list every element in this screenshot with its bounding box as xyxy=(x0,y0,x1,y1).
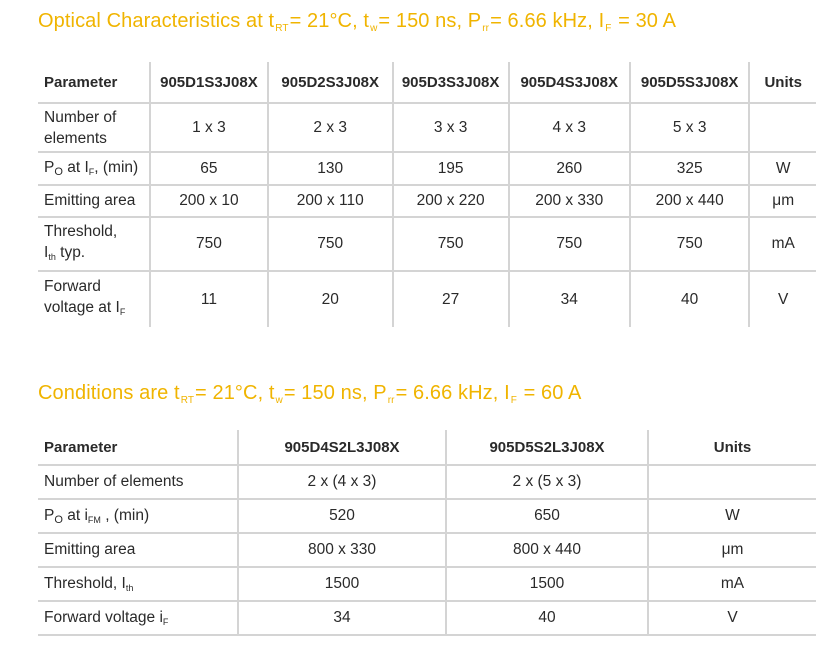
row-label: Number of elements xyxy=(38,465,238,499)
row-label: PO at iFM , (min) xyxy=(38,499,238,533)
row-label: Emitting area xyxy=(38,533,238,567)
column-header: 905D1S3J08X xyxy=(150,62,268,103)
column-header: 905D2S3J08X xyxy=(268,62,393,103)
unit-cell: W xyxy=(749,152,816,185)
row-label: Threshold, Ith typ. xyxy=(38,217,150,271)
table-cell: 800 x 330 xyxy=(238,533,446,567)
table-row xyxy=(38,533,816,567)
column-header: Units xyxy=(648,430,816,465)
conditions-table xyxy=(38,430,816,636)
table-cell: 65 xyxy=(150,152,268,185)
table-cell: 325 xyxy=(630,152,750,185)
table-cell: 5 x 3 xyxy=(630,103,750,152)
conditions-heading: Conditions are $t_{RT}= 21^\circ C$, $t_w= 150$ ns, $P_{rr}= 6.66$ kHz, $I_F = 60$ A xyxy=(38,382,582,406)
table-row xyxy=(38,465,816,499)
table-cell: 750 xyxy=(268,217,393,271)
table-cell: 27 xyxy=(393,271,509,327)
unit-cell: mA xyxy=(648,567,816,601)
table-row xyxy=(38,499,816,533)
table-cell: 34 xyxy=(509,271,630,327)
table-row xyxy=(38,217,816,271)
table-cell: 2 x 3 xyxy=(268,103,393,152)
table-cell: 40 xyxy=(630,271,750,327)
row-label: Number of elements xyxy=(38,103,150,152)
table-cell: 200 x 220 xyxy=(393,185,509,217)
table-row xyxy=(38,567,816,601)
table-cell: 4 x 3 xyxy=(509,103,630,152)
table-cell: 3 x 3 xyxy=(393,103,509,152)
unit-cell: V xyxy=(749,271,816,327)
column-header: 905D4S2L3J08X xyxy=(238,430,446,465)
unit-cell: W xyxy=(648,499,816,533)
row-label: Threshold, Ith xyxy=(38,567,238,601)
column-header: 905D3S3J08X xyxy=(393,62,509,103)
column-header: 905D5S3J08X xyxy=(630,62,750,103)
table-cell: 200 x 10 xyxy=(150,185,268,217)
table-cell: 650 xyxy=(446,499,648,533)
table-cell: 800 x 440 xyxy=(446,533,648,567)
column-header: Parameter xyxy=(38,430,238,465)
table-cell: 11 xyxy=(150,271,268,327)
table-cell: 1 x 3 xyxy=(150,103,268,152)
table-cell: 1500 xyxy=(238,567,446,601)
table-cell: 40 xyxy=(446,601,648,635)
table-cell: 520 xyxy=(238,499,446,533)
table-cell: 750 xyxy=(393,217,509,271)
row-label: PO at IF, (min) xyxy=(38,152,150,185)
table-cell: 2 x (4 x 3) xyxy=(238,465,446,499)
table-cell: 34 xyxy=(238,601,446,635)
column-header: Units xyxy=(749,62,816,103)
unit-cell: μm xyxy=(749,185,816,217)
table-cell: 260 xyxy=(509,152,630,185)
optical-characteristics-table xyxy=(38,62,816,327)
table-cell: 195 xyxy=(393,152,509,185)
unit-cell: mA xyxy=(749,217,816,271)
row-label: Emitting area xyxy=(38,185,150,217)
table-header-row xyxy=(38,62,816,103)
table-cell: 750 xyxy=(630,217,750,271)
row-label: Forward voltage at IF xyxy=(44,278,126,317)
table-row xyxy=(38,103,816,152)
unit-cell xyxy=(648,465,816,499)
table-row xyxy=(38,185,816,217)
table-cell: 20 xyxy=(268,271,393,327)
column-header: 905D5S2L3J08X xyxy=(446,430,648,465)
table-cell: 2 x (5 x 3) xyxy=(446,465,648,499)
row-label: Forward voltage iF xyxy=(38,601,238,635)
unit-cell: μm xyxy=(648,533,816,567)
table-row xyxy=(38,271,816,327)
table-cell: 750 xyxy=(509,217,630,271)
table-cell: 1500 xyxy=(446,567,648,601)
table-cell: 750 xyxy=(150,217,268,271)
table-header-row xyxy=(38,430,816,465)
unit-cell xyxy=(749,103,816,152)
column-header: 905D4S3J08X xyxy=(509,62,630,103)
unit-cell: V xyxy=(648,601,816,635)
table-row xyxy=(38,152,816,185)
table-cell: 200 x 330 xyxy=(509,185,630,217)
column-header: Parameter xyxy=(38,62,150,103)
optical-characteristics-heading: Optical Characteristics at $t_{RT}= 21^\circ C$, $t_w= 150$ ns, $P_{rr}= 6.66$ kHz, $I_F = 30$ A xyxy=(38,10,677,34)
table-cell: 200 x 440 xyxy=(630,185,750,217)
table-cell: 130 xyxy=(268,152,393,185)
table-row xyxy=(38,601,816,635)
table-cell: 200 x 110 xyxy=(268,185,393,217)
